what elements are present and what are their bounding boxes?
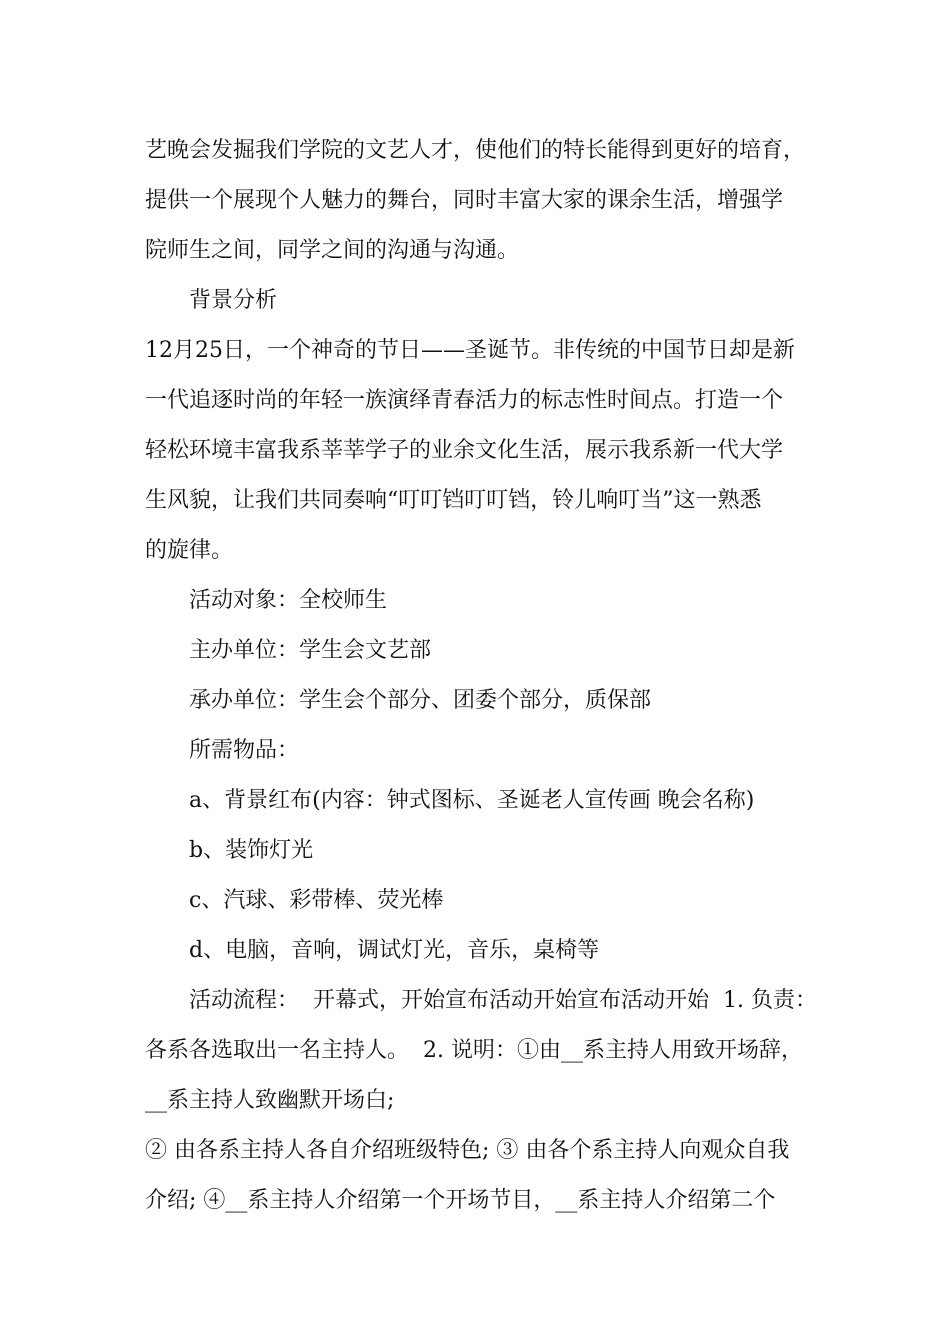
required-items-heading: 所需物品： <box>189 738 300 763</box>
body-text-line: 轻松环境丰富我系莘莘学子的业余文化生活，展示我系新一代大学 <box>145 438 784 463</box>
body-text-line: 12月25日，一个神奇的节日——圣诞节。非传统的中国节日却是新 <box>145 338 795 363</box>
activity-target-line: 活动对象：全校师生 <box>189 588 388 613</box>
list-item: b、装饰灯光 <box>189 838 314 863</box>
body-text-line: 生风貌，让我们共同奏响“叮叮铛叮叮铛，铃儿响叮当”这一熟悉 <box>145 488 762 513</box>
body-text-line: 院师生之间，同学之间的沟通与沟通。 <box>145 238 520 263</box>
body-text-line: 介绍; ④__系主持人介绍第一个开场节目，__系主持人介绍第二个 <box>145 1188 776 1213</box>
body-text-line: __系主持人致幽默开场白; <box>145 1088 395 1113</box>
body-text-line: ② 由各系主持人各自介绍班级特色; ③ 由各个系主持人向观众自我 <box>145 1138 790 1163</box>
list-item: c、汽球、彩带棒、荧光棒 <box>189 888 444 913</box>
body-text-line: 艺晚会发掘我们学院的文艺人才，使他们的特长能得到更好的培育， <box>145 138 806 163</box>
body-text-line: 的旋律。 <box>145 538 234 563</box>
section-heading: 背景分析 <box>189 288 278 313</box>
body-text-line: 一代追逐时尚的年轻一族演绎青春活力的标志性时间点。打造一个 <box>145 388 784 413</box>
activity-process-line: 活动流程： 开幕式，开始宣布活动开始宣布活动开始 1. 负责： <box>189 988 817 1013</box>
co-organizer-line: 承办单位：学生会个部分、团委个部分，质保部 <box>189 688 652 713</box>
body-text-line: 各系各选取出一名主持人。 2. 说明：①由__系主持人用致开场辞， <box>145 1038 803 1063</box>
list-item: a、背景红布(内容：钟式图标、圣诞老人宣传画 晚会名称) <box>189 788 755 813</box>
body-text-line: 提供一个展现个人魅力的舞台，同时丰富大家的课余生活，增强学 <box>145 188 784 213</box>
list-item: d、电脑，音响，调试灯光，音乐，桌椅等 <box>189 938 600 963</box>
organizer-line: 主办单位：学生会文艺部 <box>189 638 432 663</box>
